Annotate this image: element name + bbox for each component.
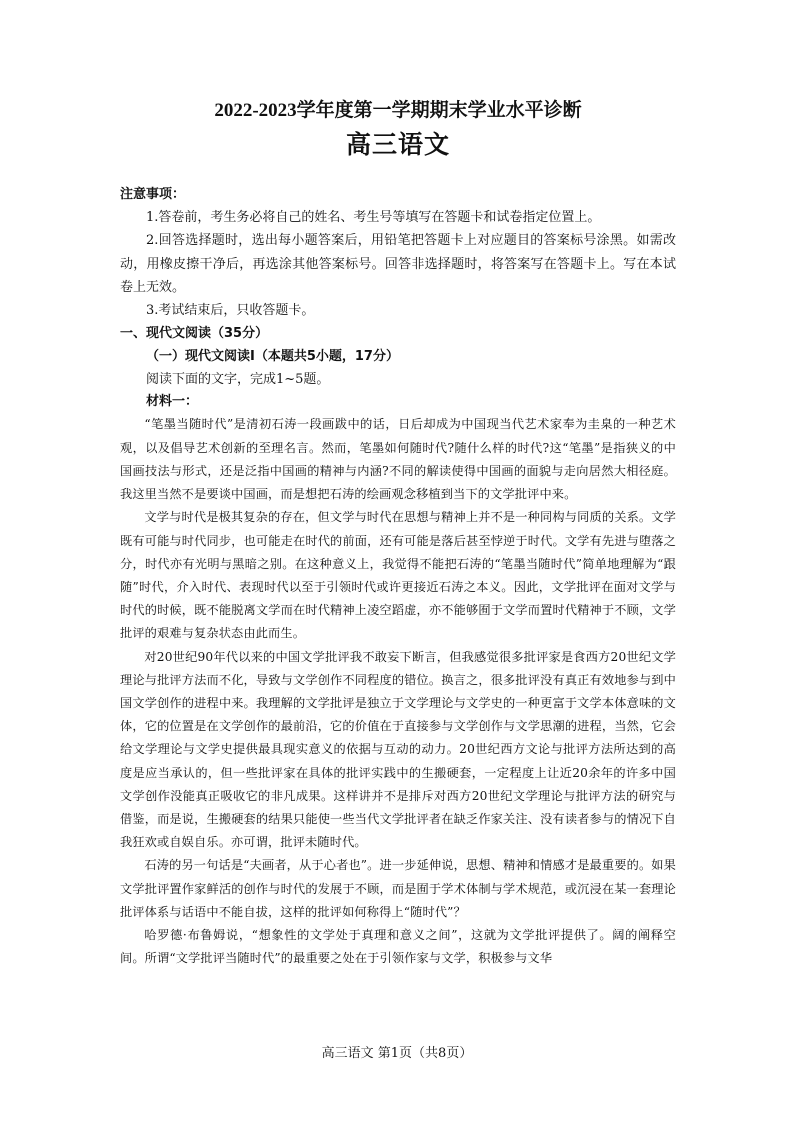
passage-paragraph-2: 文学与时代是极其复杂的存在，但文学与时代在思想与精神上并不是一种同构与同质的关系。文学既有可能与时代同步，也可能走在时代的前面，还有可能是落后甚至悖逆于时代。文学有先进与堕落之分，时代亦有光明与黑暗之别。在这种意义上，我觉得不能把石涛的“笔墨当随时代”简单地理解为“跟随”时代，介入时代、表现时代以至于引领时代或许更接近石涛之本义。因此，文学批评在面对文学与时代的时候，既不能脱离文学而在时代精神上凌空蹈虚，亦不能够囿于文学而置时代精神于不顾，文学批评的艰难与复杂状态由此而生。: [120, 510, 676, 641]
exam-subject: 高三语文: [345, 130, 450, 159]
passage-paragraph-5: 哈罗德·布鲁姆说，“想象性的文学处于真理和意义之间”，这就为文学批评提供了。阔的阐释空间。所谓“文学批评当随时代”的最重要之处在于引领作家与文学，积极参与文华: [120, 927, 676, 966]
notice-item-3: 3.考试结束后，只收答题卡。: [146, 303, 315, 319]
passage-paragraph-4: 石涛的另一句话是“夫画者，从于心者也”。进一步延伸说，思想、精神和情感才是最重要的。如果文学批评置作家鲜活的创作与时代的发展于不顾，而是囿于学术体制与学术规范，或沉浸在某一套理论批评体系与话语中不能自拔，这样的批评如何称得上“随时代”？: [120, 858, 676, 919]
notice-item-1: 1.答卷前，考生务必将自己的姓名、考生号等填写在答题卡和试卷指定位置上。: [146, 210, 601, 225]
material-label: 材料一：: [146, 394, 199, 410]
passage-paragraph-3: 对20世纪90年代以来的中国文学批评我不敢妄下断言，但我感觉很多批评家是食西方20世纪文学理论与批评方法而不化，导致与文学创作不同程度的错位。换言之，很多批评没有真正有效地参与到中国文学创作的进程中来。我理解的文学批评是独立于文学理论与文学史的一种更富于文学本体意味的文体，它的位置是在文学创作的最前沿，它的价值在于直接参与文学创作与文学思潮的进程，当然，它会给文学理论与文学史提供最具现实意义的依据与互动的动力。20世纪西方文论与批评方法所达到的高度是应当承认的，但一些批评家在具体的批评实践中的生搬硬套，一定程度上让近20余年的许多中国文学创作没能真正吸收它的非凡成果。这样讲并不是排斥对西方20世纪文学理论与批评方法的研究与借鉴，而是说，生搬硬套的结果只能使一些当代文学批评者在缺乏作家关注、没有读者参与的情况下自我狂欢或自娱自乐。亦可谓，批评未随时代。: [120, 649, 676, 850]
exam-page: [120, 98, 676, 970]
exam-title: 2022-2023学年度第一学期期末学业水平诊断: [214, 100, 582, 121]
page-footer: 高三语文 第1页（共8页）: [321, 1046, 473, 1061]
notice-item-2: 2.回答选择题时，选出每小题答案后，用铅笔把答题卡上对应题目的答案标号涂黑。如需改动，用橡皮擦干净后，再选涂其他答案标号。回答非选择题时，将答案写在答题卡上。写在本试卷上无效。: [120, 233, 676, 295]
subsection-heading: （一）现代文阅读Ⅰ（本题共5小题，17分）: [146, 349, 399, 365]
section-heading: 一、现代文阅读（35分）: [120, 326, 269, 342]
notice-heading: 注意事项：: [120, 187, 186, 202]
reading-instruction: 阅读下面的文字，完成1~5题。: [146, 372, 330, 388]
passage-paragraph-1: “笔墨当随时代”是清初石涛一段画跋中的话，日后却成为中国现当代艺术家奉为圭臬的一种艺术观，以及倡导艺术创新的至理名言。然而，笔墨如何随时代?随什么样的时代?这“笔墨”是指狭义的中国画技法与形式，还是泛指中国画的精神与内涵?不同的解读使得中国画的面貌与走向居然大相径庭。我这里当然不是要谈中国画，而是想把石涛的绘画观念移植到当下的文学批评中来。: [120, 417, 676, 502]
